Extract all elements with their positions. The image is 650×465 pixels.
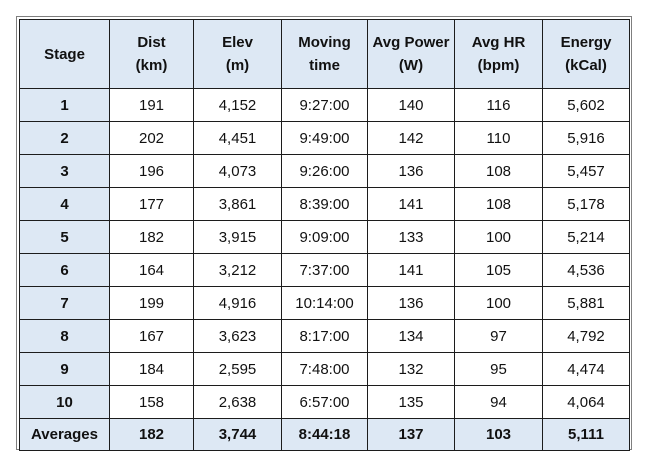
cell-elev: 2,638 [194,386,282,419]
cell-dist: 164 [110,254,194,287]
cell-stage: 5 [20,221,110,254]
header-stage: Stage [20,20,110,89]
header-moving-time: Moving time [282,20,368,89]
cell-avg-power: 140 [368,89,455,122]
cell-stage: 1 [20,89,110,122]
cell-energy: 4,474 [543,353,630,386]
header-row [20,20,630,89]
cell-moving-time: 10:14:00 [282,287,368,320]
cell-elev: 3,623 [194,320,282,353]
cell-energy: 5,916 [543,122,630,155]
table-frame [16,16,632,450]
cell-avg-power: 141 [368,254,455,287]
cell-energy: 4,064 [543,386,630,419]
header-avg-power: Avg Power (W) [368,20,455,89]
cell-dist: 182 [110,221,194,254]
cell-elev: 4,152 [194,89,282,122]
averages-energy: 5,111 [543,419,630,451]
cell-avg-hr: 94 [455,386,543,419]
table-row [20,386,630,419]
cell-avg-power: 133 [368,221,455,254]
cell-dist: 167 [110,320,194,353]
cell-avg-power: 142 [368,122,455,155]
cell-energy: 5,457 [543,155,630,188]
cell-dist: 184 [110,353,194,386]
cell-elev: 4,073 [194,155,282,188]
cell-avg-hr: 97 [455,320,543,353]
table-row [20,188,630,221]
cell-moving-time: 7:48:00 [282,353,368,386]
cell-stage: 3 [20,155,110,188]
cell-avg-power: 136 [368,287,455,320]
cell-energy: 5,214 [543,221,630,254]
cell-energy: 5,178 [543,188,630,221]
cell-avg-hr: 105 [455,254,543,287]
cell-dist: 158 [110,386,194,419]
table-row [20,254,630,287]
cell-dist: 196 [110,155,194,188]
cell-moving-time: 9:26:00 [282,155,368,188]
table-row [20,155,630,188]
cell-moving-time: 9:09:00 [282,221,368,254]
cell-dist: 199 [110,287,194,320]
cell-elev: 3,915 [194,221,282,254]
header-dist: Dist (km) [110,20,194,89]
cell-elev: 3,212 [194,254,282,287]
cell-moving-time: 8:39:00 [282,188,368,221]
cell-stage: 6 [20,254,110,287]
table-row [20,353,630,386]
cell-avg-hr: 100 [455,221,543,254]
cell-dist: 202 [110,122,194,155]
averages-moving-time: 8:44:18 [282,419,368,451]
table-row [20,122,630,155]
cell-avg-power: 141 [368,188,455,221]
table-row [20,89,630,122]
cell-moving-time: 7:37:00 [282,254,368,287]
cell-energy: 5,602 [543,89,630,122]
averages-dist: 182 [110,419,194,451]
cell-stage: 9 [20,353,110,386]
cell-elev: 3,861 [194,188,282,221]
cell-elev: 2,595 [194,353,282,386]
table-row [20,287,630,320]
cell-avg-hr: 108 [455,155,543,188]
cell-energy: 5,881 [543,287,630,320]
cell-stage: 10 [20,386,110,419]
cell-elev: 4,916 [194,287,282,320]
cell-stage: 7 [20,287,110,320]
cell-moving-time: 9:27:00 [282,89,368,122]
header-elev: Elev (m) [194,20,282,89]
cell-stage: 4 [20,188,110,221]
cell-moving-time: 9:49:00 [282,122,368,155]
cell-stage: 2 [20,122,110,155]
cell-moving-time: 8:17:00 [282,320,368,353]
table-row [20,221,630,254]
cell-avg-hr: 116 [455,89,543,122]
cell-avg-power: 135 [368,386,455,419]
cell-avg-power: 132 [368,353,455,386]
cell-avg-hr: 110 [455,122,543,155]
cell-elev: 4,451 [194,122,282,155]
averages-avg-power: 137 [368,419,455,451]
cell-moving-time: 6:57:00 [282,386,368,419]
header-energy: Energy (kCal) [543,20,630,89]
stage-stats-table [19,19,630,451]
cell-avg-hr: 100 [455,287,543,320]
cell-dist: 177 [110,188,194,221]
cell-energy: 4,536 [543,254,630,287]
cell-stage: 8 [20,320,110,353]
averages-avg-hr: 103 [455,419,543,451]
averages-label: Averages [20,419,110,451]
cell-avg-hr: 95 [455,353,543,386]
cell-avg-power: 136 [368,155,455,188]
table-body [20,89,630,419]
cell-avg-power: 134 [368,320,455,353]
cell-energy: 4,792 [543,320,630,353]
averages-elev: 3,744 [194,419,282,451]
header-avg-hr: Avg HR (bpm) [455,20,543,89]
table-row [20,320,630,353]
cell-avg-hr: 108 [455,188,543,221]
cell-dist: 191 [110,89,194,122]
averages-row [20,419,630,451]
